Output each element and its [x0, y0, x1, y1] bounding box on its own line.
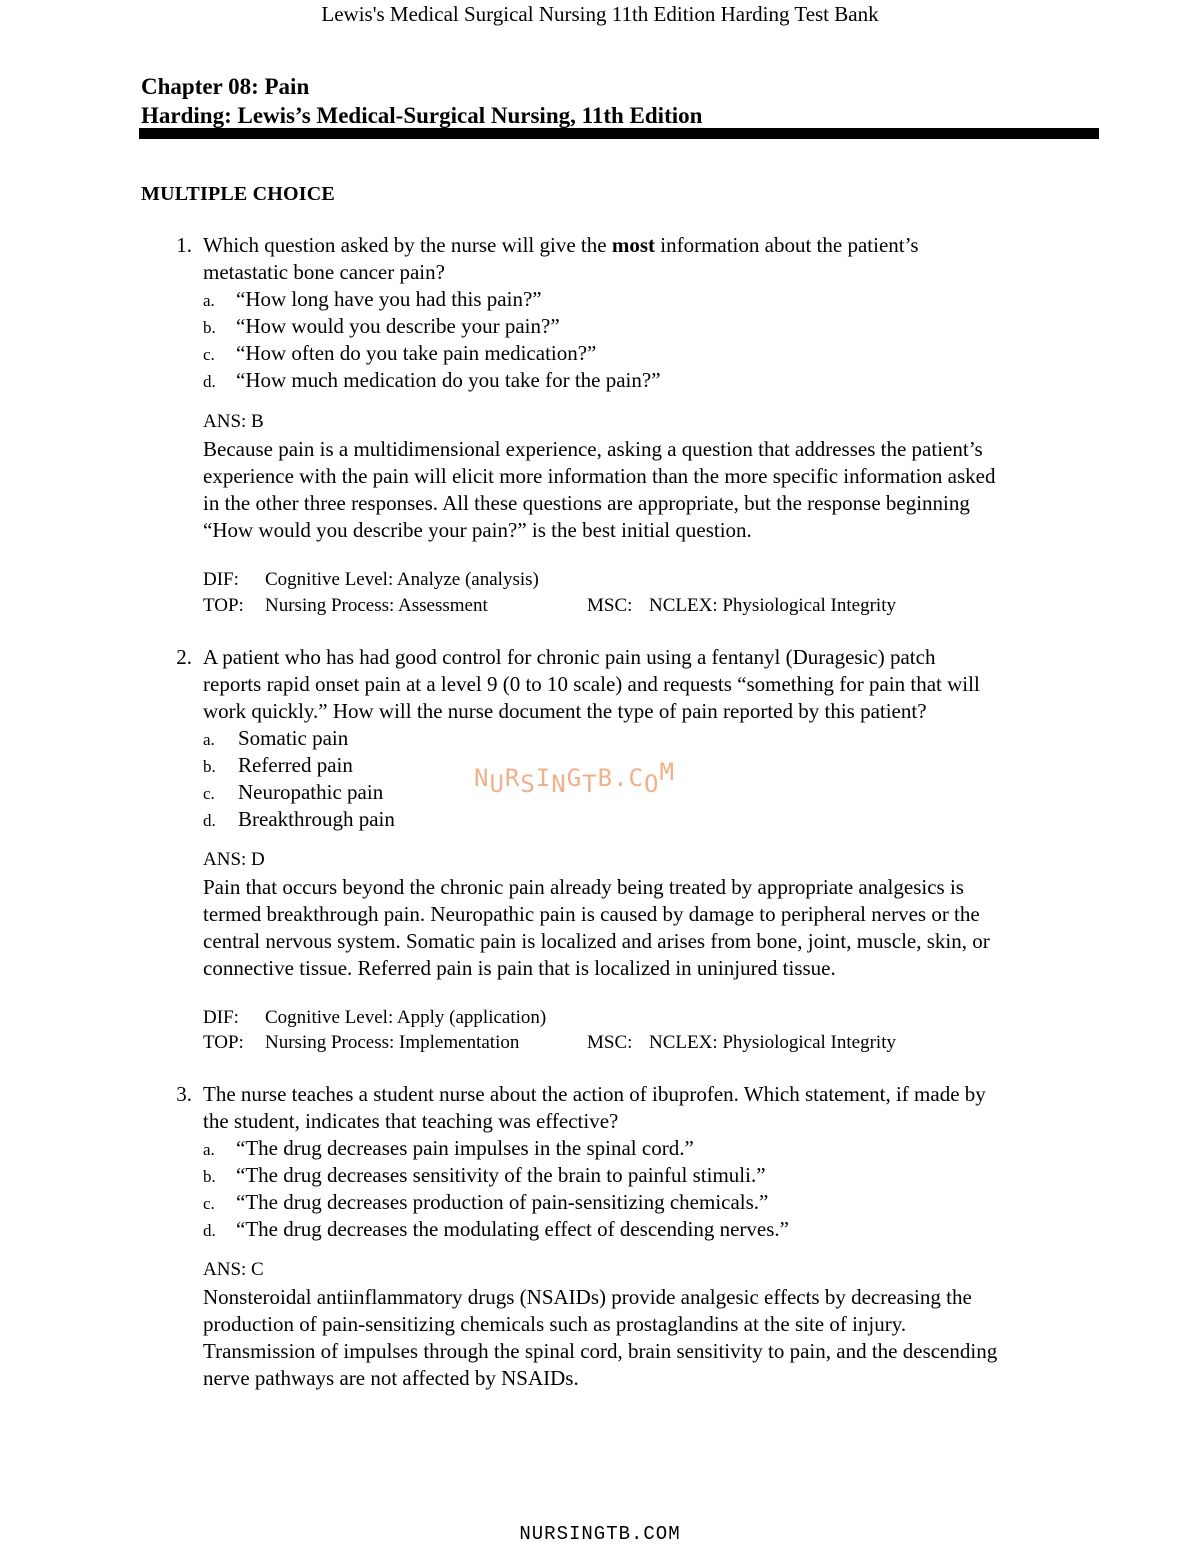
watermark: NURSINGTB.COM	[474, 758, 675, 798]
answer-key: ANS: D	[203, 849, 265, 870]
question-stem-line: metastatic bone cancer pain?	[203, 260, 445, 284]
rationale-line: production of pain-sensitizing chemicals such as prostaglandins at the site of injury.	[203, 1312, 907, 1336]
question-number: 1.	[176, 233, 192, 257]
option-text: Breakthrough pain	[238, 807, 395, 831]
question-number: 3.	[176, 1082, 192, 1106]
msc-label: MSC:	[587, 1032, 633, 1053]
chapter-title: Chapter 08: Pain	[141, 74, 310, 99]
dif-value: Cognitive Level: Analyze (analysis)	[265, 569, 539, 590]
option-text: “How would you describe your pain?”	[236, 314, 560, 338]
dif-label: DIF:	[203, 1007, 239, 1028]
option-text: “The drug decreases the modulating effect of descending nerves.”	[236, 1217, 789, 1241]
option-letter: b.	[203, 1167, 216, 1186]
option-text: Referred pain	[238, 753, 353, 777]
question-number: 2.	[176, 645, 192, 669]
rationale-line: termed breakthrough pain. Neuropathic pain is caused by damage to peripheral nerves or the	[203, 902, 980, 926]
question-stem-line: the student, indicates that teaching was effective?	[203, 1109, 619, 1133]
option-letter: a.	[203, 291, 215, 310]
section-heading: MULTIPLE CHOICE	[141, 183, 335, 205]
msc-value: NCLEX: Physiological Integrity	[649, 595, 896, 616]
option-letter: b.	[203, 318, 216, 337]
option-text: “How long have you had this pain?”	[236, 287, 542, 311]
option-text: Somatic pain	[238, 726, 349, 750]
option-text: “The drug decreases pain impulses in the spinal cord.”	[236, 1136, 694, 1160]
question-stem-line: Which question asked by the nurse will give the most information about the patient’s	[203, 233, 919, 257]
option-letter: c.	[203, 784, 215, 803]
option-text: “The drug decreases sensitivity of the brain to painful stimuli.”	[236, 1163, 766, 1187]
question-stem-line: The nurse teaches a student nurse about the action of ibuprofen. Which statement, if made by	[203, 1082, 986, 1106]
option-letter: c.	[203, 345, 215, 364]
top-label: TOP:	[203, 1032, 244, 1053]
page-header: Lewis's Medical Surgical Nursing 11th Edition Harding Test Bank	[321, 2, 879, 26]
option-letter: d.	[203, 372, 216, 391]
top-value: Nursing Process: Assessment	[265, 595, 488, 616]
option-text: Neuropathic pain	[238, 780, 384, 804]
dif-label: DIF:	[203, 569, 239, 590]
book-subtitle: Harding: Lewis’s Medical-Surgical Nursing, 11th Edition	[141, 103, 703, 128]
option-letter: a.	[203, 1140, 215, 1159]
answer-key: ANS: B	[203, 411, 264, 432]
page-footer: NURSINGTB.COM	[519, 1523, 681, 1545]
option-letter: b.	[203, 757, 216, 776]
question-stem-line: A patient who has had good control for chronic pain using a fentanyl (Duragesic) patch	[203, 645, 936, 669]
answer-key: ANS: C	[203, 1259, 264, 1280]
rationale-line: experience with the pain will elicit more information than the more specific information asked	[203, 464, 996, 488]
rationale-line: nerve pathways are not affected by NSAIDs.	[203, 1366, 579, 1390]
msc-label: MSC:	[587, 595, 633, 616]
question-stem-line: reports rapid onset pain at a level 9 (0 to 10 scale) and requests “something for pain that will	[203, 672, 980, 696]
option-text: “How often do you take pain medication?”	[236, 341, 597, 365]
rationale-line: Nonsteroidal antiinflammatory drugs (NSAIDs) provide analgesic effects by decreasing the	[203, 1285, 972, 1309]
title-rule	[139, 128, 1099, 139]
option-letter: d.	[203, 1221, 216, 1240]
option-letter: d.	[203, 811, 216, 830]
option-text: “How much medication do you take for the pain?”	[236, 368, 661, 392]
emphasis-most: most	[611, 233, 655, 257]
option-letter: a.	[203, 730, 215, 749]
top-label: TOP:	[203, 595, 244, 616]
rationale-line: “How would you describe your pain?” is the best initial question.	[203, 518, 752, 542]
rationale-line: Pain that occurs beyond the chronic pain already being treated by appropriate analgesics is	[203, 875, 964, 899]
option-text: “The drug decreases production of pain-sensitizing chemicals.”	[236, 1190, 769, 1214]
msc-value: NCLEX: Physiological Integrity	[649, 1032, 896, 1053]
rationale-line: in the other three responses. All these questions are appropriate, but the response beginning	[203, 491, 970, 515]
rationale-line: central nervous system. Somatic pain is localized and arises from bone, joint, muscle, skin, or	[203, 929, 990, 953]
question-stem-line: work quickly.” How will the nurse document the type of pain reported by this patient?	[203, 699, 927, 723]
dif-value: Cognitive Level: Apply (application)	[265, 1007, 547, 1028]
top-value: Nursing Process: Implementation	[265, 1032, 520, 1053]
option-letter: c.	[203, 1194, 215, 1213]
rationale-line: connective tissue. Referred pain is pain that is localized in uninjured tissue.	[203, 956, 836, 980]
rationale-line: Because pain is a multidimensional experience, asking a question that addresses the patient’s	[203, 437, 983, 461]
rationale-line: Transmission of impulses through the spinal cord, brain sensitivity to pain, and the descending	[203, 1339, 998, 1363]
